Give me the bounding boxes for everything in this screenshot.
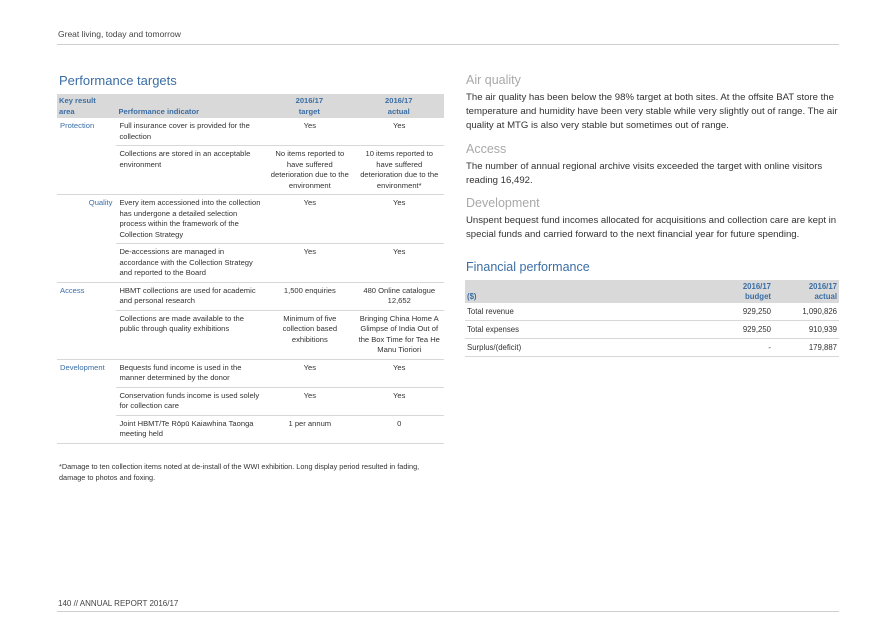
access-text: The number of annual regional archive visits exceeded the target with online visitors reading 16,492.	[466, 161, 823, 186]
row-area	[57, 244, 116, 283]
table-header-row	[57, 94, 444, 118]
row-target: 1 per annum	[265, 415, 354, 443]
row-target: Yes	[265, 195, 354, 244]
fin-row-label: Total revenue	[465, 303, 699, 321]
fin-row-actual: 1,090,826	[773, 303, 839, 321]
fin-row-budget: 929,250	[699, 321, 773, 339]
fin-row	[465, 339, 839, 357]
row-actual: 10 items reported to have suffered deterioration due to the environment*	[355, 146, 445, 195]
fin-row-label: Surplus/(deficit)	[465, 339, 699, 357]
fin-col-unit: ($)	[465, 280, 699, 303]
row-area	[57, 146, 116, 195]
row-indicator: Joint HBMT/Te Rōpū Kaiawhina Taonga meeting held	[116, 415, 265, 443]
development-section	[466, 196, 838, 242]
col-actual: 2016/17 actual	[355, 94, 445, 118]
row-target: Yes	[265, 359, 354, 387]
development-heading: Development	[466, 196, 540, 210]
row-target: Yes	[265, 244, 354, 283]
fin-row-budget: 929,250	[699, 303, 773, 321]
row-area: Development	[57, 359, 116, 387]
access-heading: Access	[466, 142, 507, 156]
row-actual: 0	[355, 415, 445, 443]
table-row	[57, 310, 444, 359]
row-actual: Yes	[355, 359, 445, 387]
row-actual: Yes	[393, 121, 406, 130]
row-area: Protection	[60, 121, 95, 130]
table-row	[57, 146, 444, 195]
row-area	[57, 310, 116, 359]
row-indicator: Bequests fund income is used in the manner determined by the donor	[116, 359, 265, 387]
row-target: 1,500 enquiries	[265, 282, 354, 310]
row-actual: Yes	[355, 387, 445, 415]
fin-row-budget: -	[699, 339, 773, 357]
row-actual: 480 Online catalogue 12,652	[355, 282, 445, 310]
header-divider	[57, 44, 839, 45]
row-indicator: HBMT collections are used for academic and personal research	[116, 282, 265, 310]
page-header-text: Great living, today and tomorrow	[58, 29, 181, 39]
fin-row-actual: 179,887	[773, 339, 839, 357]
row-actual: Yes	[355, 195, 445, 244]
fin-row-actual: 910,939	[773, 321, 839, 339]
fin-col-budget: 2016/17 budget	[699, 280, 773, 303]
row-area	[57, 415, 116, 443]
table-row	[57, 415, 444, 443]
performance-targets-title: Performance targets	[59, 73, 177, 88]
table-row	[57, 387, 444, 415]
row-area: Access	[57, 282, 116, 310]
fin-row	[465, 303, 839, 321]
row-indicator: Collections are made available to the public through quality exhibitions	[116, 310, 265, 359]
row-indicator: Conservation funds income is used solely for collection care	[116, 387, 265, 415]
row-target: Yes	[265, 387, 354, 415]
row-actual: Yes	[355, 244, 445, 283]
table-row	[57, 244, 444, 283]
financial-performance-title: Financial performance	[466, 260, 590, 274]
table-row	[57, 359, 444, 387]
row-target: Yes	[303, 121, 317, 130]
fin-row-label: Total expenses	[465, 321, 699, 339]
col-performance-indicator: Performance indicator	[116, 94, 265, 118]
air-quality-section	[466, 73, 838, 133]
table-row	[57, 118, 444, 146]
development-text: Unspent bequest fund incomes allocated for acquisitions and collection care are kept in special funds and carried forward to the next financial year for future spending.	[466, 215, 837, 240]
table-row	[57, 195, 444, 244]
row-target: No items reported to have suffered deterioration due to the environment	[265, 146, 354, 195]
air-quality-heading: Air quality	[466, 73, 521, 87]
access-section	[466, 142, 838, 188]
fin-col-actual: 2016/17 actual	[773, 280, 839, 303]
fin-header-row	[465, 280, 839, 303]
table-footnote: *Damage to ten collection items noted at de-install of the WWI exhibition. Long display period resulted in fading, damage to photos and foxing.	[59, 462, 420, 482]
col-key-result-area: Key result area	[57, 94, 116, 118]
col-target: 2016/17 target	[265, 94, 354, 118]
row-indicator: De-accessions are managed in accordance with the Collection Strategy and reported to the Board	[116, 244, 265, 283]
page-footer-text: 140 // ANNUAL REPORT 2016/17	[58, 599, 179, 608]
financial-performance-table	[465, 280, 839, 357]
row-actual: Bringing China Home A Glimpse of India Out of the Box Time for Tea He Manu Tioriori	[355, 310, 445, 359]
footer-divider	[57, 611, 839, 612]
air-quality-text: The air quality has been below the 98% target at both sites. At the offsite BAT store the temperature and humidity have been very stable while very slightly out of range. The air quality at MTG is also very stable but sometimes out of range.	[466, 92, 838, 131]
row-area: Quality	[57, 195, 116, 244]
row-indicator: Full insurance cover is provided for the collection	[119, 121, 250, 141]
row-target: Minimum of five collection based exhibitions	[265, 310, 354, 359]
row-indicator: Collections are stored in an acceptable environment	[116, 146, 265, 195]
row-indicator: Every item accessioned into the collection has undergone a detailed selection process within the framework of the Collection Strategy	[116, 195, 265, 244]
table-row	[57, 282, 444, 310]
performance-targets-table	[57, 94, 444, 444]
row-area	[57, 387, 116, 415]
fin-row	[465, 321, 839, 339]
